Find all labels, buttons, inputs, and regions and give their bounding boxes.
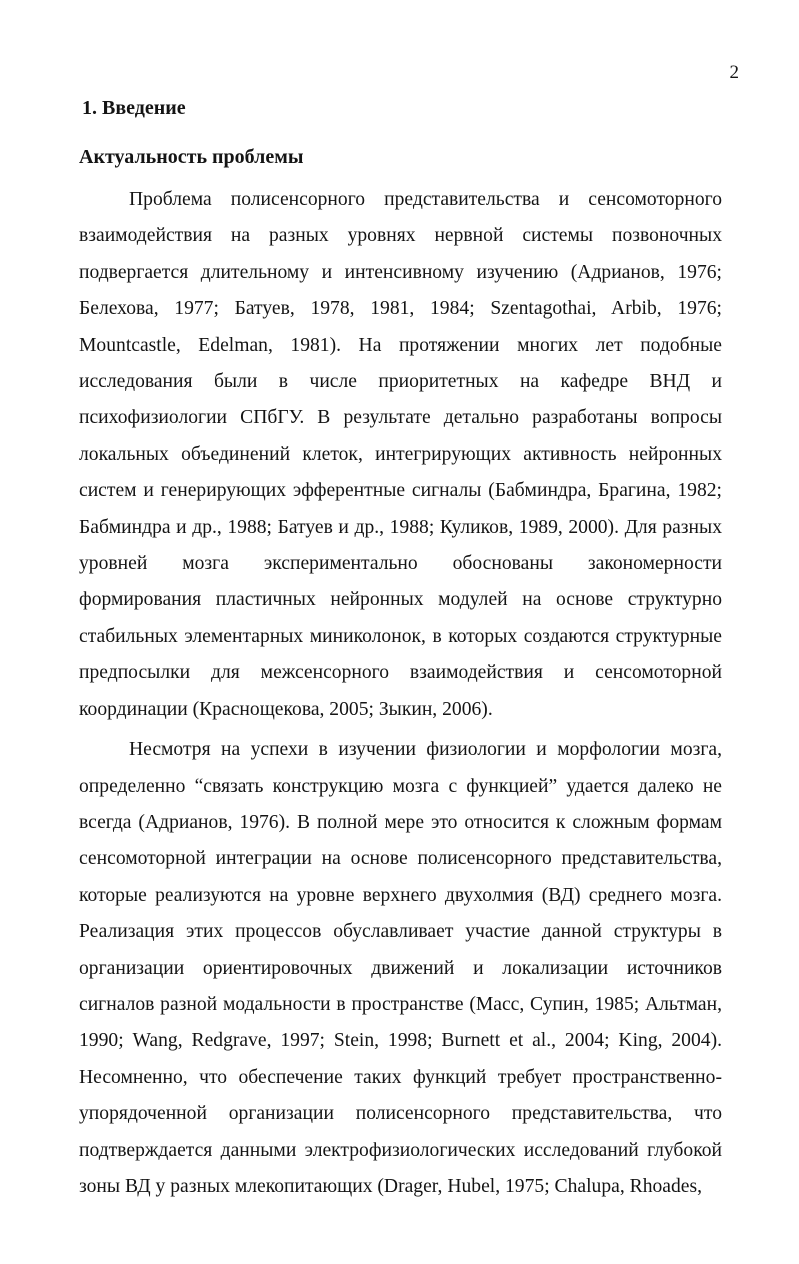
paragraph-2: Несмотря на успехи в изучении физиологии и морфологии мозга, определенно “связать конструкцию мозга с функцией” удается далеко не всегда (Адрианов, 1976). В полной мере это относится к сложным формам сенсомоторной интеграции на основе полисенсорного представительства, которые реализуются на уровне верхнего двухолмия (ВД) среднего мозга. Реализация этих процессов обуславливает участие данной структуры в организации ориентировочных движений и локализации источников сигналов разной модальности в пространстве (Масс, Супин, 1985; Альтман, 1990; Wang, Redgrave, 1997; Stein, 1998; Burnett et al., 2004; King, 2004). Несомненно, что обеспечение таких функций требует пространственно-упорядоченной организации полисенсорного представительства, что подтверждается данными электрофизиологических исследований глубокой зоны ВД у разных млекопитающих (Drager, Hubel, 1975; Chalupa, Rhoades, (79, 739, 722, 1197)
chapter-title: 1. Введение (82, 97, 186, 119)
paragraph-1: Проблема полисенсорного представительства и сенсомоторного взаимодействия на разных уровнях нервной системы позвоночных подвергается длительному и интенсивному изучению (Адрианов, 1976; Белехова, 1977; Батуев, 1978, 1981, 1984; Szentagothai, Arbib, 1976; Mountcastle, Edelman, 1981). На протяжении многих лет подобные исследования были в числе приоритетных на кафедре ВНД и психофизиологии СПбГУ. В результате детально разработаны вопросы локальных объединений клеток, интегрирующих активность нейронных систем и генерирующих эфферентные сигналы (Бабминдра, Брагина, 1982; Бабминдра и др., 1988; Батуев и др., 1988; Куликов, 1989, 2000). Для разных уровней мозга экспериментально обоснованы закономерности формирования пластичных нейронных модулей на основе структурно стабильных элементарных миниколонок, в которых создаются структурные предпосылки для межсенсорного взаимодействия и сенсомоторной координации (Краснощекова, 2005; Зыкин, 2006). (79, 189, 722, 720)
section-title: Актуальность проблемы (79, 146, 304, 168)
body-text (79, 182, 722, 1205)
page-number: 2 (729, 62, 739, 83)
